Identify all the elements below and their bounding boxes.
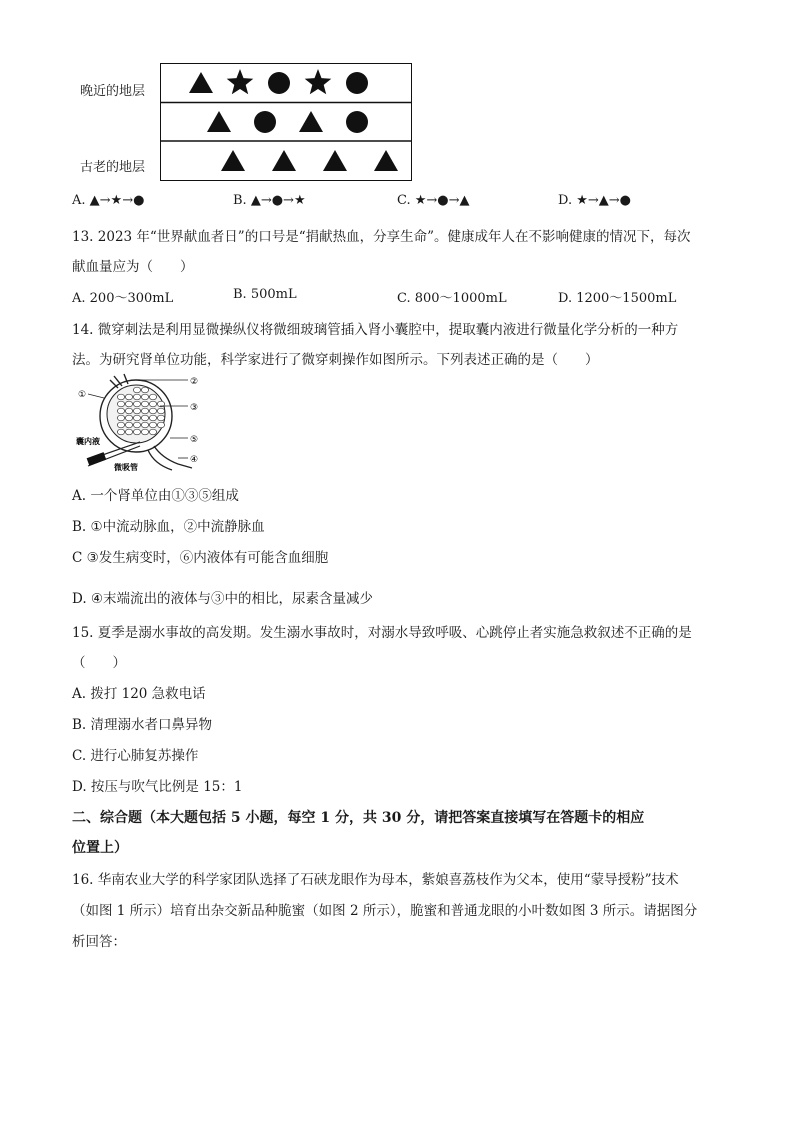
capillary-cell xyxy=(133,401,140,407)
capillary-cell xyxy=(125,429,132,435)
capillary-cell xyxy=(125,401,132,407)
q14-option-d: D. ④末端流出的液体与③中的相比，尿素含量减少 xyxy=(72,591,374,607)
capillary-cell xyxy=(133,415,140,421)
capillary-cell xyxy=(141,415,148,421)
q13-stem-line2: 献血量应为（ ） xyxy=(72,259,194,275)
capillary-cell xyxy=(141,394,148,400)
capillary-cell xyxy=(141,429,148,435)
capillary-cell xyxy=(141,401,148,407)
label-2: ② xyxy=(190,377,199,387)
fossil-star-icon xyxy=(227,69,254,94)
fossil-triangle-icon xyxy=(299,111,323,132)
section2-heading-line2: 位置上） xyxy=(72,840,128,856)
capillary-cell xyxy=(141,422,148,428)
capillary-cell xyxy=(133,429,140,435)
q16-stem-line1: 16. 华南农业大学的科学家团队选择了石硖龙眼作为母本，紫娘喜荔枝作为父本，使用“蒙导授粉”技术 xyxy=(72,872,679,888)
q14-option-b: B. ①中流动脉血，②中流静脉血 xyxy=(72,519,265,535)
capillary-cell xyxy=(149,394,156,400)
q13-option-b: B. 500mL xyxy=(233,287,297,302)
q15-option-a: A. 拨打 120 急救电话 xyxy=(72,686,206,702)
strata-label-ancient: 古老的地层 xyxy=(80,160,146,175)
capillary-cell xyxy=(157,408,164,414)
q14-option-c: C ③发生病变时，⑥内液体有可能含血细胞 xyxy=(72,550,329,566)
capillary-cell xyxy=(133,387,140,393)
label-1: ① xyxy=(78,390,87,400)
capillary-cell xyxy=(125,394,132,400)
q13-stem-line1: 13. 2023 年“世界献血者日”的口号是“捐献热血，分享生命”。健康成年人在不影响健康的情况下，每次 xyxy=(72,229,691,245)
capillary-cell xyxy=(117,422,124,428)
pipette-tip xyxy=(87,452,107,466)
capillary-cell xyxy=(149,415,156,421)
q13-option-d: D. 1200～1500mL xyxy=(558,291,677,306)
capillary-cell xyxy=(149,422,156,428)
q12-option-c: C. ★→●→▲ xyxy=(397,193,470,208)
fossil-circle-icon xyxy=(254,111,276,133)
label-3: ③ xyxy=(190,403,199,413)
fossil-circle-icon xyxy=(268,72,290,94)
q15-option-d: D. 按压与吹气比例是 15：1 xyxy=(72,779,243,795)
label-capsule-fluid: 囊内液 xyxy=(76,437,100,446)
q15-option-c: C. 进行心肺复苏操作 xyxy=(72,748,199,764)
capillary-cell xyxy=(117,429,124,435)
q12-option-d: D. ★→▲→● xyxy=(558,193,632,208)
q15-option-b: B. 清理溺水者口鼻异物 xyxy=(72,717,213,733)
q16-stem-line3: 析回答： xyxy=(72,934,126,950)
q14-option-a: A. 一个肾单位由①③⑤组成 xyxy=(72,488,239,504)
q14-stem-line1: 14. 微穿刺法是利用显微操纵仪将微细玻璃管插入肾小囊腔中，提取囊内液进行微量化学分析的一种方 xyxy=(72,322,679,338)
capillary-cell xyxy=(133,394,140,400)
q15-stem-line1: 15. 夏季是溺水事故的高发期。发生溺水事故时，对溺水导致呼吸、心跳停止者实施急救叙述不正确的是 xyxy=(72,625,692,641)
fossil-circle-icon xyxy=(346,111,368,133)
q14-stem-line2: 法。为研究肾单位功能，科学家进行了微穿刺操作如图所示。下列表述正确的是（ ） xyxy=(72,352,599,368)
capillary-cell xyxy=(141,387,148,393)
capillary-cell xyxy=(157,415,164,421)
capillary-cell xyxy=(125,408,132,414)
capillary-cell xyxy=(149,429,156,435)
q12-option-b: B. ▲→●→★ xyxy=(233,193,306,208)
label-5: ⑤ xyxy=(190,435,199,445)
capillary-cell xyxy=(117,401,124,407)
fossil-triangle-icon xyxy=(221,150,245,171)
capillary-cell xyxy=(117,408,124,414)
q13-option-a: A. 200～300mL xyxy=(72,291,174,306)
fossil-triangle-icon xyxy=(207,111,231,132)
capillary-cell xyxy=(149,408,156,414)
capillary-cell xyxy=(117,394,124,400)
capillary-cell xyxy=(149,401,156,407)
capillary-cell xyxy=(133,422,140,428)
fossil-triangle-icon xyxy=(374,150,398,171)
q12-option-a: A. ▲→★→● xyxy=(72,193,145,208)
capillary-cell xyxy=(117,415,124,421)
strata-diagram xyxy=(160,63,412,181)
fossil-triangle-icon xyxy=(323,150,347,171)
capillary-cell xyxy=(125,415,132,421)
q15-stem-line2: （ ） xyxy=(72,655,126,671)
label-pipette: 微吸管 xyxy=(114,463,138,472)
section2-heading-line1: 二、综合题（本大题包括 5 小题，每空 1 分，共 30 分，请把答案直接填写在答题卡的相应 xyxy=(72,810,645,826)
fossil-triangle-icon xyxy=(189,72,213,93)
fossil-triangle-icon xyxy=(272,150,296,171)
fossil-star-icon xyxy=(305,69,332,94)
capillary-cell xyxy=(157,422,164,428)
label-4: ④ xyxy=(190,455,199,465)
nephron-micropuncture-diagram xyxy=(74,372,214,472)
capillary-cell xyxy=(125,422,132,428)
capillary-cell xyxy=(141,408,148,414)
strata-label-recent: 晚近的地层 xyxy=(80,84,146,99)
q13-option-c: C. 800～1000mL xyxy=(397,291,507,306)
q16-stem-line2: （如图 1 所示）培育出杂交新品种脆蜜（如图 2 所示），脆蜜和普通龙眼的小叶数如图 3 所示。请据图分 xyxy=(72,903,698,919)
fossil-circle-icon xyxy=(346,72,368,94)
capillary-cell xyxy=(133,408,140,414)
